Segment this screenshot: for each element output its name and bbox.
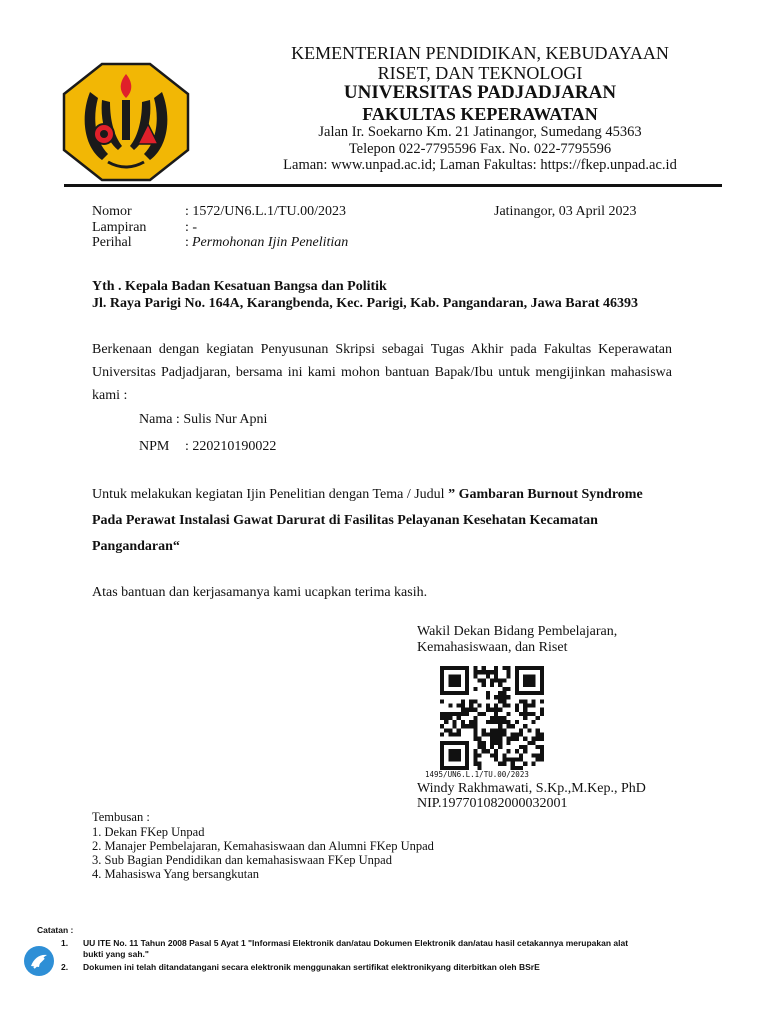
perihal-colon: : (185, 235, 189, 250)
university-name: UNIVERSITAS PADJADJARAN (343, 82, 617, 103)
faculty-name: FAKULTAS KEPERAWATAN (362, 104, 598, 124)
signatory-title-line-1: Wakil Dekan Bidang Pembelajaran, (417, 624, 618, 639)
letter-date: Jatinangor, 03 April 2023 (494, 204, 637, 219)
signatory-name: Windy Rakhmawati, S.Kp.,M.Kep., PhD (417, 781, 646, 796)
bsre-logo-icon (22, 944, 56, 978)
catatan-item-2: Dokumen ini telah ditandatangani secara elektronik menggunakan sertifikat elektronikyang diterbitkan oleh BSrE (83, 962, 540, 972)
tembusan-heading: Tembusan : (92, 810, 150, 824)
catatan-number-2: 2. (61, 962, 69, 972)
perihal-label: Perihal (92, 235, 132, 250)
research-title-start: ” Gambaran Burnout Syndrome (448, 487, 643, 502)
npm-label: NPM (139, 439, 170, 454)
tembusan-item: 2. Manajer Pembelajaran, Kemahasiswaan dan Alumni FKep Unpad (92, 839, 434, 853)
header-rule (64, 184, 722, 187)
nomor-value: : 1572/UN6.L.1/TU.00/2023 (185, 204, 346, 219)
catatan-heading: Catatan : (37, 925, 74, 935)
catatan-number-1: 1. (61, 938, 69, 948)
nomor-label: Nomor (92, 204, 132, 219)
lampiran-label: Lampiran (92, 220, 147, 235)
perihal-value: Permohonan Ijin Penelitian (192, 235, 349, 250)
research-intro: Untuk melakukan kegiatan Ijin Penelitian dengan Tema / Judul (92, 487, 445, 502)
phone-line: Telepon 022-7795596 Fax. No. 022-7795596 (348, 141, 612, 157)
address-line: Jalan Ir. Soekarno Km. 21 Jatinangor, Sumedang 45363 (318, 124, 642, 140)
recipient-address: Jl. Raya Parigi No. 164A, Karangbenda, Kec. Parigi, Kab. Pangandaran, Jawa Barat 46393 (92, 296, 638, 311)
catatan-item-1-line-1: UU ITE No. 11 Tahun 2008 Pasal 5 Ayat 1 "Informasi Elektronik dan/atau Dokumen Elektronik dan/atau hasil cetakannya merupakan alat (83, 938, 629, 948)
ministry-line-2: RISET, DAN TEKNOLOGI (377, 63, 583, 83)
student-name: Nama : Sulis Nur Apni (139, 412, 268, 427)
qr-code (440, 666, 544, 770)
paragraph-1-line-3: kami : (92, 388, 128, 403)
lampiran-value: : - (185, 220, 198, 235)
unpad-logo (62, 62, 190, 182)
ministry-line-1: KEMENTERIAN PENDIDIKAN, KEBUDAYAAN (291, 43, 669, 63)
recipient-name: Yth . Kepala Badan Kesatuan Bangsa dan Politik (92, 279, 387, 294)
tembusan-item: 4. Mahasiswa Yang bersangkutan (92, 867, 259, 881)
website-line: Laman: www.unpad.ac.id; Laman Fakultas: https://fkep.unpad.ac.id (283, 157, 677, 173)
tembusan-item: 1. Dekan FKep Unpad (92, 825, 205, 839)
catatan-item-1-line-2: bukti yang sah." (83, 949, 149, 959)
signatory-title-line-2: Kemahasiswaan, dan Riset (417, 640, 568, 655)
research-title-line-3: Pangandaran“ (92, 539, 180, 554)
research-title-line-1 (92, 483, 643, 506)
tembusan-item: 3. Sub Bagian Pendidikan dan kemahasiswaan FKep Unpad (92, 853, 392, 867)
qr-caption: 1495/UN6.L.1/TU.00/2023 (425, 770, 529, 779)
paragraph-1-line-2: Universitas Padjadjaran, bersama ini kami mohon bantuan Bapak/Ibu untuk mengijinkan mahasiswa (92, 365, 672, 380)
bsre-logo (22, 944, 56, 978)
signatory-nip: NIP.197701082000032001 (417, 796, 568, 811)
closing-sentence: Atas bantuan dan kerjasamanya kami ucapkan terima kasih. (92, 585, 428, 600)
research-title-line-2: Pada Perawat Instalasi Gawat Darurat di Fasilitas Pelayanan Kesehatan Kecamatan (92, 513, 598, 528)
paragraph-1-line-1: Berkenaan dengan kegiatan Penyusunan Skripsi sebagai Tugas Akhir pada Fakultas Keperawatan (92, 342, 672, 357)
npm-value: : 220210190022 (185, 439, 277, 454)
